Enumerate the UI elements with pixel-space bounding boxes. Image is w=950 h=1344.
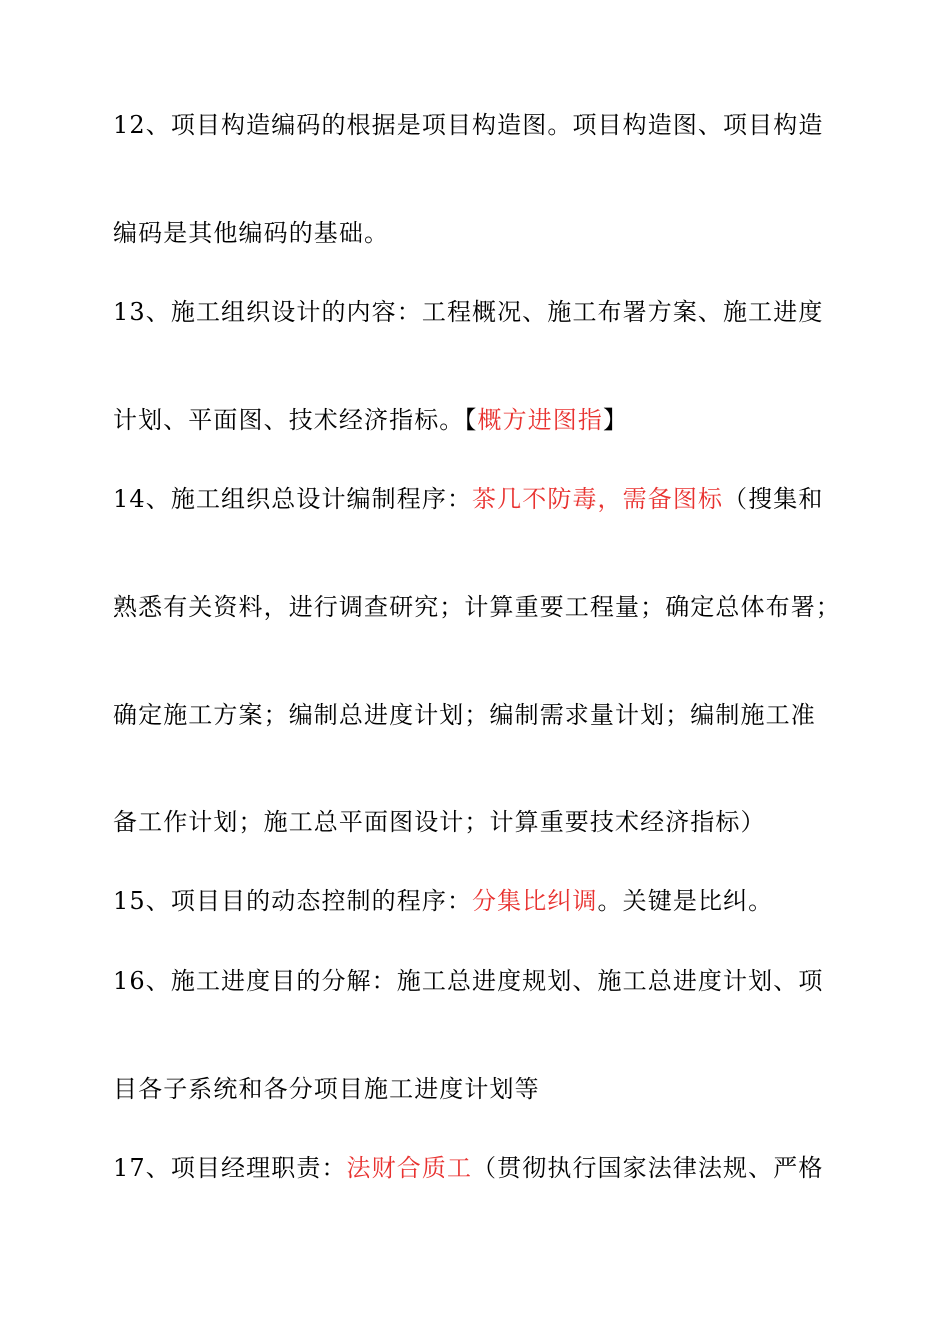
text-segment: 15、项目目的动态控制的程序： <box>113 887 473 915</box>
paragraph-17-line-1 <box>113 1152 823 1184</box>
paragraph-12-line-1 <box>113 109 823 141</box>
text-segment: 备工作计划；施工总平面图设计；计算重要技术经济指标） <box>113 808 766 836</box>
text-segment: 12、项目构造编码的根据是项目构造图。项目构造图、项目构造 <box>113 111 824 139</box>
paragraph-12-line-2 <box>113 217 389 249</box>
paragraph-14-line-4 <box>113 806 766 838</box>
paragraph-13-line-1 <box>113 296 823 328</box>
paragraph-13-line-2 <box>113 404 628 436</box>
mnemonic-highlight: 法财合质工 <box>346 1154 473 1182</box>
paragraph-14-line-2 <box>113 591 841 623</box>
paragraph-16-line-2 <box>113 1073 540 1105</box>
paragraph-14-line-1 <box>113 483 823 515</box>
text-segment: 目各子系统和各分项目施工进度计划等 <box>113 1075 540 1103</box>
text-segment: 16、施工进度目的分解：施工总进度规划、施工总进度计划、项 <box>113 967 824 995</box>
text-segment: 】 <box>603 406 629 434</box>
text-segment: 17、项目经理职责： <box>113 1154 347 1182</box>
text-segment: （搜集和 <box>723 485 824 513</box>
text-segment: 确定施工方案；编制总进度计划；编制需求量计划；编制施工准 <box>113 701 816 729</box>
text-segment: 13、施工组织设计的内容：工程概况、施工布署方案、施工进度 <box>113 298 824 326</box>
paragraph-14-line-3 <box>113 699 816 731</box>
text-segment: 。关键是比纠。 <box>597 887 774 915</box>
text-segment: 计划、平面图、技术经济指标。【 <box>113 406 478 434</box>
text-segment: 编码是其他编码的基础。 <box>113 219 390 247</box>
text-segment: 14、施工组织总设计编制程序： <box>113 485 473 513</box>
mnemonic-highlight: 分集比纠调 <box>472 887 598 915</box>
paragraph-16-line-1 <box>113 965 823 997</box>
text-segment: 熟悉有关资料，进行调查研究；计算重要工程量；确定总体布署； <box>113 593 841 621</box>
mnemonic-highlight: 概方进图指 <box>477 406 603 434</box>
text-segment: （贯彻执行国家法律法规、严格 <box>472 1154 824 1182</box>
mnemonic-highlight: 茶几不防毒，需备图标 <box>472 485 724 513</box>
paragraph-15-line-1 <box>113 885 773 917</box>
